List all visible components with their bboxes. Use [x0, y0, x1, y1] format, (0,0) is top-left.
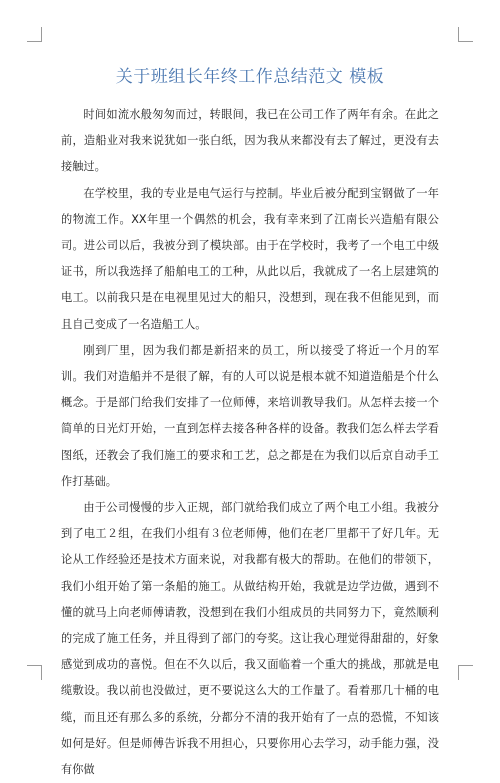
- crop-mark-top-right: [458, 27, 473, 42]
- paragraph-intro: 时间如流水般匆匆而过，转眼间，我已在公司工作了两年有余。在此之前，造船业对我来说犹如一张白纸，因为我从来都没有去了解过，更没有去接触过。: [61, 108, 439, 174]
- paragraph-team: 由于公司慢慢的步入正规，部门就给我们成立了两个电工小组。我被分到了电工２组，在我们小组有３位老师傅，他们在老厂里都干了好几年。无论从工作经验还是技术方面来说，对我都有极大的帮助。在他们的带领下，我们小组开始了第一条船的施工。从做结构开始，我就是边学边做，遇到不懂的就马上向老师傅请教，没想到在我们小组成员的共同努力下，竟然顺利的完成了施工任务，并且得到了部门的夸奖。这让我心理觉得甜甜的，好象感觉到成功的喜悦。但在不久以后，我又面临着一个重大的挑战，那就是电缆敷设。我以前也没做过，更不要说这么大的工作量了。看着那几十桶的电缆，而且还有那么多的系统，分都分不清的我开始有了一点的恐慌，不知该如何是好。但是师傅告诉我不用担心，只要你用心去学习，动手能力强，没有你做: [61, 501, 439, 777]
- document-title: 关于班组长年终工作总结范文 模板: [115, 67, 385, 87]
- paragraph-training: 刚到厂里，因为我们都是新招来的员工，所以接受了将近一个月的军训。我们对造船并不是很了解，有的人可以说是根本就不知道造船是个什么概念。于是部门给我们安排了一位师傅，来培训教导我们。从怎样去接一个简单的日光灯开始，一直到怎样去接各种各样的设备。教我们怎么样去学看图纸，还教会了我们施工的要求和工艺，总之都是在为我们以后京自动手工作打基础。: [61, 343, 439, 488]
- crop-mark-bottom-right: [458, 665, 473, 680]
- crop-mark-top-left: [27, 27, 42, 42]
- document-body: [61, 102, 439, 783]
- paragraph-school: 在学校里，我的专业是电气运行与控制。毕业后被分配到宝钢做了一年的物流工作。XX年里一个偶然的机会，我有幸来到了江南长兴造船有限公司。进公司以后，我被分到了模块部。由于在学校时，我考了一个电工中级证书，所以我选择了船舶电工的工种，从此以后，我就成了一名上层建筑的电工。以前我只是在电视里见过大的船只，没想到，现在我不但能见到，而且自己变成了一名造船工人。: [61, 186, 439, 331]
- crop-mark-bottom-left: [27, 665, 42, 680]
